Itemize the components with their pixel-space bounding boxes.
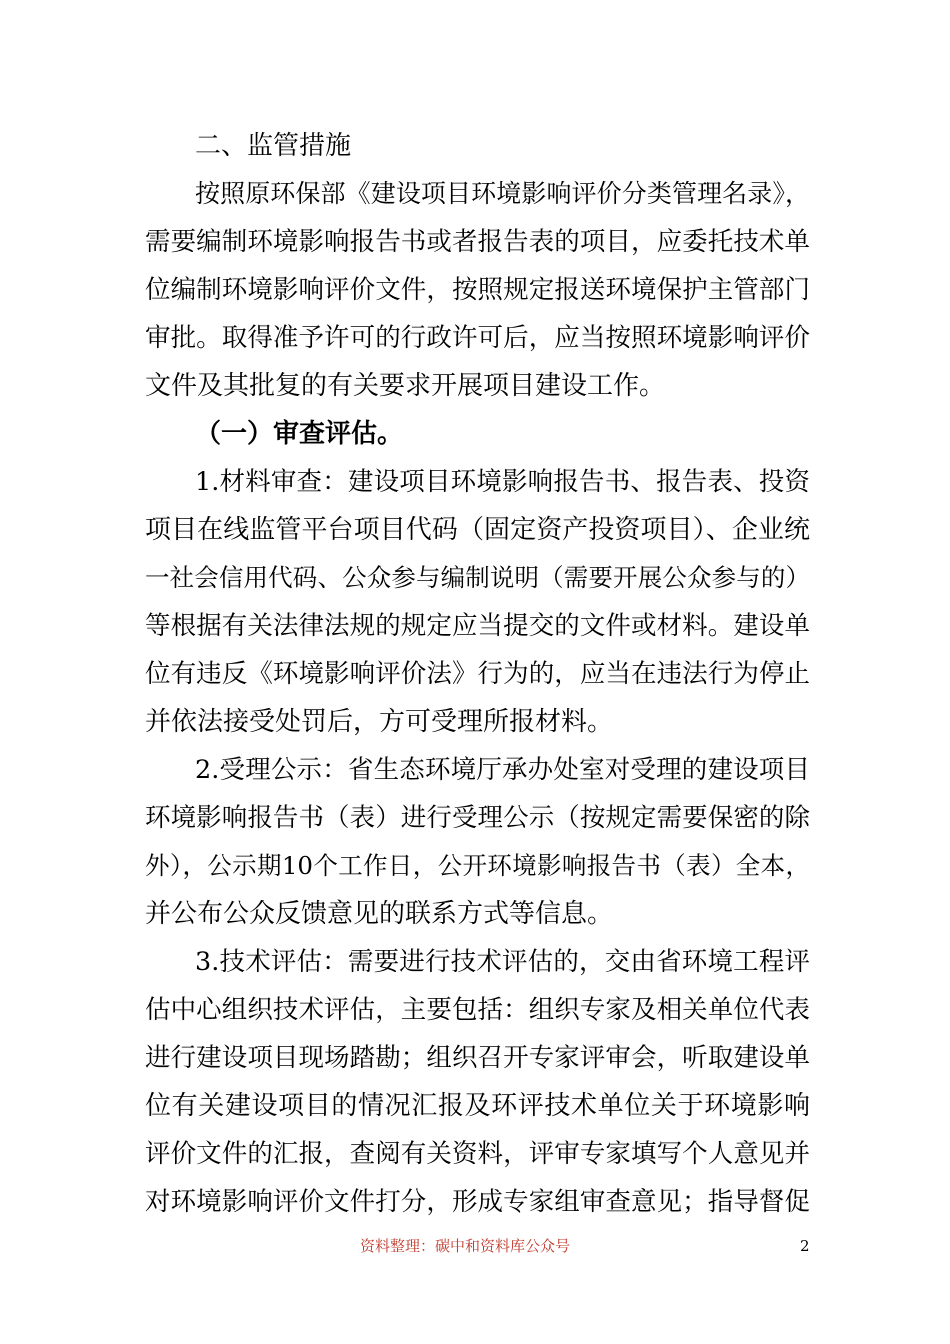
paragraph-line: 等根据有关法律法规的规定应当提交的文件或材料。建设单 bbox=[145, 611, 810, 641]
paragraph-line: 位有关建设项目的情况汇报及环评技术单位关于环境影响 bbox=[145, 1091, 810, 1121]
paragraph-line: 1.材料审查：建设项目环境影响报告书、报告表、投资 bbox=[195, 467, 810, 497]
paragraph-line: 环境影响报告书（表）进行受理公示（按规定需要保密的除 bbox=[145, 803, 810, 833]
paragraph-line: 对环境影响评价文件打分，形成专家组审查意见；指导督促 bbox=[145, 1187, 810, 1217]
footer-source-note: 资料整理：碳中和资料库公众号 bbox=[360, 1237, 571, 1255]
paragraph-line: 3.技术评估：需要进行技术评估的，交由省环境工程评 bbox=[195, 947, 810, 977]
paragraph-line: 位编制环境影响评价文件，按照规定报送环境保护主管部门 bbox=[145, 275, 810, 305]
page-number: 2 bbox=[800, 1237, 810, 1255]
paragraph-line: 需要编制环境影响报告书或者报告表的项目，应委托技术单 bbox=[145, 227, 810, 257]
paragraph-line: 项目在线监管平台项目代码（固定资产投资项目）、企业统 bbox=[145, 515, 810, 545]
subsection-heading: （一）审查评估。 bbox=[195, 419, 404, 449]
paragraph-line: 进行建设项目现场踏勘；组织召开专家评审会，听取建设单 bbox=[145, 1043, 810, 1073]
paragraph-line: 2.受理公示：省生态环境厅承办处室对受理的建设项目 bbox=[195, 755, 810, 785]
paragraph-line: 文件及其批复的有关要求开展项目建设工作。 bbox=[145, 371, 666, 401]
paragraph-line: 按照原环保部《建设项目环境影响评价分类管理名录》， bbox=[195, 179, 810, 208]
paragraph-line: 位有违反《环境影响评价法》行为的，应当在违法行为停止 bbox=[145, 659, 810, 689]
paragraph-line: 一社会信用代码、公众参与编制说明（需要开展公众参与的） bbox=[145, 563, 810, 592]
paragraph-line: 审批。取得准予许可的行政许可后，应当按照环境影响评价 bbox=[145, 323, 810, 353]
paragraph-line: 评价文件的汇报，查阅有关资料，评审专家填写个人意见并 bbox=[145, 1139, 810, 1169]
paragraph-line: 并依法接受处罚后，方可受理所报材料。 bbox=[145, 707, 614, 737]
paragraph-line: 估中心组织技术评估，主要包括：组织专家及相关单位代表 bbox=[145, 995, 810, 1025]
paragraph-line: 并公布公众反馈意见的联系方式等信息。 bbox=[145, 899, 614, 929]
paragraph-line: 外），公示期10个工作日，公开环境影响报告书（表）全本， bbox=[145, 851, 810, 880]
section-heading: 二、监管措施 bbox=[195, 131, 352, 161]
